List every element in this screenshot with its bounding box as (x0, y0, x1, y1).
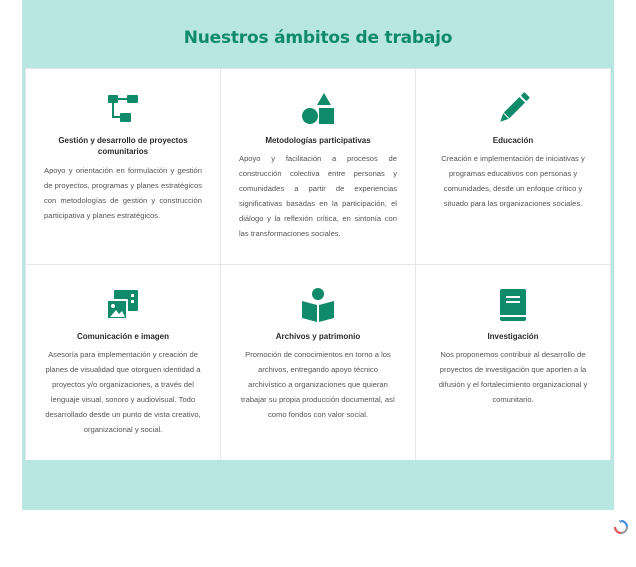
recaptcha-badge-icon[interactable] (613, 519, 629, 535)
sitemap-icon (105, 91, 141, 127)
card-title: Investigación (487, 332, 539, 341)
card-description: Apoyo y orientación en formulación y gestión de proyectos, programas y planes estratégicos con metodologías de gestión y construcción participativa y planes estratégicos. (44, 166, 202, 220)
card-description: Apoyo y facilitación a procesos de construcción colectiva entre personas y comunidades a partir de experiencias significativas basadas en la participación, el diálogo y la reflexión crítica, en sintonía con las transformaciones sociales. (239, 154, 397, 238)
card-communication (26, 265, 220, 460)
card-research (416, 265, 610, 460)
card-title: Metodologías participativas (265, 136, 371, 145)
card-education (416, 69, 610, 264)
card-title: Archivos y patrimonio (275, 332, 361, 341)
card-title: Gestión y desarrollo de proyectos comunitarios (58, 136, 188, 156)
shapes-icon (300, 91, 336, 127)
book-icon (495, 287, 531, 323)
card-archives (221, 265, 415, 460)
photo-video-icon (105, 287, 141, 323)
card-participatory-methods (221, 69, 415, 264)
section-title: Nuestros ámbitos de trabajo (183, 28, 453, 48)
card-description: Asesoría para implementación y creación de planes de visualidad que otorguen identidad a proyectos y/o organizaciones, a través del lenguaje visual, sonoro y audiovisual. Todo desarrollado desde un punto de vista creativo, organizacional y social. (45, 350, 201, 434)
card-description: Nos proponemos contribuir al desarrollo de proyectos de investigación que aporten a la difusión y el fortalecimiento organizacional y comunitario. (438, 350, 588, 404)
card-project-management (26, 69, 220, 264)
card-description: Promoción de conocimientos en torno a los archivos, entregando apoyo técnico archivístico a organizaciones que quieran trabajar su propia producción documental, así como fondos con valor social. (240, 350, 396, 419)
card-description: Creación e implementación de iniciativas y programas educativos con personas y comunidades, desde un enfoque crítico y situado para las organizaciones sociales. (441, 154, 585, 208)
card-title: Educación (492, 136, 534, 145)
pencil-icon (495, 91, 531, 127)
work-areas-section (22, 0, 614, 510)
book-reader-icon (300, 287, 336, 323)
card-title: Comunicación e imagen (76, 332, 170, 341)
work-areas-grid (25, 68, 611, 460)
